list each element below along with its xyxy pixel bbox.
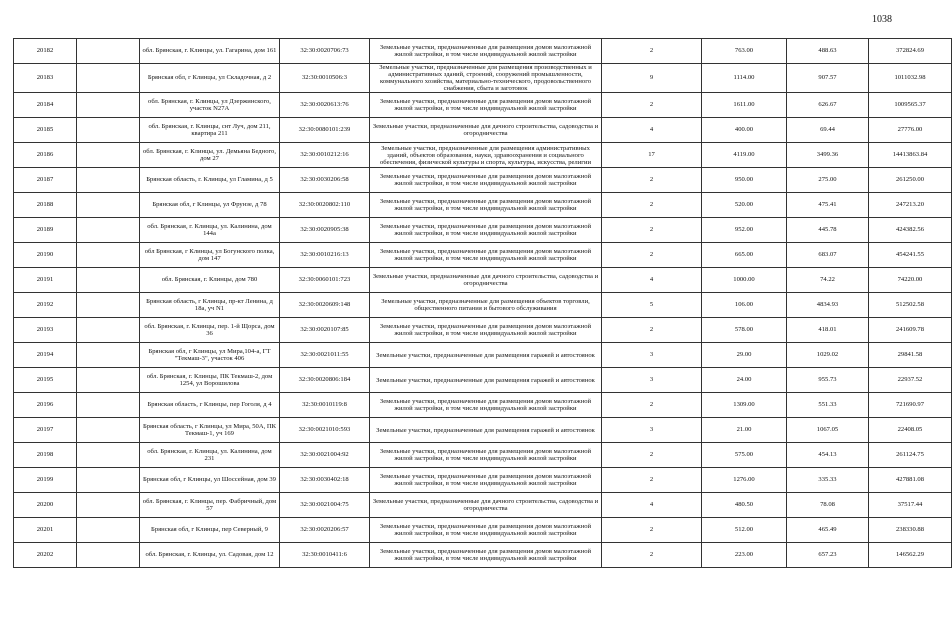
address-cell: обл. Брянская, г. Клинцы, дом 780	[140, 268, 280, 293]
specific-value-cell: 275.00	[787, 168, 869, 193]
group-cell: 2	[602, 218, 702, 243]
row-number-cell: 20197	[14, 418, 77, 443]
table-row	[14, 493, 952, 518]
area-cell: 578.00	[702, 318, 787, 343]
table-row	[14, 418, 952, 443]
specific-value-cell: 657.23	[787, 543, 869, 568]
specific-value-cell: 465.49	[787, 518, 869, 543]
cadastral-value-cell: 37517.44	[869, 493, 952, 518]
area-cell: 950.00	[702, 168, 787, 193]
group-cell: 2	[602, 443, 702, 468]
area-cell: 4119.00	[702, 143, 787, 168]
cadastral-value-table	[13, 38, 952, 568]
specific-value-cell: 551.33	[787, 393, 869, 418]
table-row	[14, 368, 952, 393]
area-cell: 575.00	[702, 443, 787, 468]
cadastral-value-cell: 454241.55	[869, 243, 952, 268]
land-use-cell: Земельные участки, предназначенные для размещения домов малоэтажной жилой застройки, в том числе индивидуальной жилой застройки	[370, 318, 602, 343]
cadastral-number-cell: 32:30:0030206:58	[280, 168, 370, 193]
address-cell: Брянская обл, г Клинцы, пер Северный, 9	[140, 518, 280, 543]
specific-value-cell: 454.13	[787, 443, 869, 468]
address-cell: Брянская область, г Клинцы, ул Мира, 50А, ПК Текмаш-1, уч 169	[140, 418, 280, 443]
cadastral-number-cell: 32:30:0020613:76	[280, 93, 370, 118]
specific-value-cell: 3499.36	[787, 143, 869, 168]
cadastral-number-cell: 32:30:0021010:593	[280, 418, 370, 443]
cadastral-number-cell: 32:30:0010212:16	[280, 143, 370, 168]
group-cell: 2	[602, 93, 702, 118]
area-cell: 520.00	[702, 193, 787, 218]
group-cell: 2	[602, 393, 702, 418]
cadastral-value-cell: 372824.69	[869, 39, 952, 64]
table-row	[14, 143, 952, 168]
empty-cell	[77, 343, 140, 368]
address-cell: обл. Брянская, г. Клинцы, ул. Калинина, дом 144а	[140, 218, 280, 243]
row-number-cell: 20184	[14, 93, 77, 118]
area-cell: 512.00	[702, 518, 787, 543]
cadastral-number-cell: 32:30:0020806:184	[280, 368, 370, 393]
empty-cell	[77, 168, 140, 193]
cadastral-number-cell: 32:30:0020802:110	[280, 193, 370, 218]
empty-cell	[77, 443, 140, 468]
cadastral-number-cell: 32:30:0021004:92	[280, 443, 370, 468]
specific-value-cell: 475.41	[787, 193, 869, 218]
empty-cell	[77, 243, 140, 268]
table-row	[14, 39, 952, 64]
group-cell: 17	[602, 143, 702, 168]
cadastral-value-cell: 1009565.37	[869, 93, 952, 118]
specific-value-cell: 418.01	[787, 318, 869, 343]
group-cell: 4	[602, 493, 702, 518]
land-use-cell: Земельные участки, предназначенные для размещения административных зданий, объектов образования, науки, здравоохранения и социального обеспечения, физической культуры и спорта, культуры, искусства, религии	[370, 143, 602, 168]
table-row	[14, 293, 952, 318]
empty-cell	[77, 118, 140, 143]
cadastral-value-cell: 241609.78	[869, 318, 952, 343]
area-cell: 763.00	[702, 39, 787, 64]
row-number-cell: 20195	[14, 368, 77, 393]
row-number-cell: 20198	[14, 443, 77, 468]
address-cell: обл. Брянская, г. Клинцы, ПК Текмаш-2, дом 1254, ул Ворошилова	[140, 368, 280, 393]
land-use-cell: Земельные участки, предназначенные для размещения домов малоэтажной жилой застройки, в том числе индивидуальной жилой застройки	[370, 243, 602, 268]
address-cell: обл. Брянская, г. Клинцы, пер. Фабричный, дом 57	[140, 493, 280, 518]
specific-value-cell: 445.78	[787, 218, 869, 243]
specific-value-cell: 74.22	[787, 268, 869, 293]
row-number-cell: 20196	[14, 393, 77, 418]
land-use-cell: Земельные участки, предназначенные для размещения домов малоэтажной жилой застройки, в том числе индивидуальной жилой застройки	[370, 518, 602, 543]
group-cell: 2	[602, 39, 702, 64]
cadastral-value-cell: 74220.00	[869, 268, 952, 293]
empty-cell	[77, 518, 140, 543]
cadastral-value-cell: 512502.58	[869, 293, 952, 318]
address-cell: Брянская обл, г Клинцы, ул Складочная, д 2	[140, 64, 280, 93]
cadastral-value-cell: 27776.00	[869, 118, 952, 143]
row-number-cell: 20186	[14, 143, 77, 168]
specific-value-cell: 335.33	[787, 468, 869, 493]
area-cell: 1276.00	[702, 468, 787, 493]
specific-value-cell: 4834.93	[787, 293, 869, 318]
area-cell: 400.00	[702, 118, 787, 143]
empty-cell	[77, 543, 140, 568]
cadastral-value-cell: 261124.75	[869, 443, 952, 468]
empty-cell	[77, 293, 140, 318]
table-row	[14, 543, 952, 568]
land-use-cell: Земельные участки, предназначенные для размещения домов малоэтажной жилой застройки, в том числе индивидуальной жилой застройки	[370, 468, 602, 493]
empty-cell	[77, 218, 140, 243]
land-use-cell: Земельные участки, предназначенные для дачного строительства, садоводства и огородничества	[370, 268, 602, 293]
cadastral-number-cell: 32:30:0021011:55	[280, 343, 370, 368]
row-number-cell: 20191	[14, 268, 77, 293]
group-cell: 4	[602, 118, 702, 143]
group-cell: 2	[602, 518, 702, 543]
empty-cell	[77, 39, 140, 64]
row-number-cell: 20200	[14, 493, 77, 518]
cadastral-value-cell: 261250.00	[869, 168, 952, 193]
cadastral-value-cell: 424382.56	[869, 218, 952, 243]
table-row	[14, 64, 952, 93]
cadastral-number-cell: 32:30:0010506:3	[280, 64, 370, 93]
group-cell: 2	[602, 168, 702, 193]
table-row	[14, 468, 952, 493]
area-cell: 1309.00	[702, 393, 787, 418]
area-cell: 665.00	[702, 243, 787, 268]
area-cell: 1114.00	[702, 64, 787, 93]
cadastral-number-cell: 32:30:0020107:85	[280, 318, 370, 343]
group-cell: 3	[602, 368, 702, 393]
cadastral-value-cell: 146562.29	[869, 543, 952, 568]
area-cell: 29.00	[702, 343, 787, 368]
group-cell: 2	[602, 318, 702, 343]
cadastral-value-cell: 238330.88	[869, 518, 952, 543]
cadastral-value-cell: 1011032.98	[869, 64, 952, 93]
land-use-cell: Земельные участки, предназначенные для размещения домов малоэтажной жилой застройки, в том числе индивидуальной жилой застройки	[370, 168, 602, 193]
area-cell: 480.50	[702, 493, 787, 518]
land-use-cell: Земельные участки, предназначенные для размещения домов малоэтажной жилой застройки, в том числе индивидуальной жилой застройки	[370, 443, 602, 468]
row-number-cell: 20190	[14, 243, 77, 268]
cadastral-value-cell: 427881.08	[869, 468, 952, 493]
cadastral-value-cell: 22408.05	[869, 418, 952, 443]
address-cell: Брянская обл, г Клинцы, ул Фрунзе, д 78	[140, 193, 280, 218]
row-number-cell: 20193	[14, 318, 77, 343]
row-number-cell: 20188	[14, 193, 77, 218]
area-cell: 106.00	[702, 293, 787, 318]
cadastral-number-cell: 32:30:0020905:38	[280, 218, 370, 243]
land-use-cell: Земельные участки, предназначенные для размещения гаражей и автостоянок	[370, 368, 602, 393]
empty-cell	[77, 418, 140, 443]
group-cell: 2	[602, 543, 702, 568]
area-cell: 1000.00	[702, 268, 787, 293]
land-use-cell: Земельные участки, предназначенные для размещения гаражей и автостоянок	[370, 418, 602, 443]
row-number-cell: 20199	[14, 468, 77, 493]
address-cell: обл. Брянская, г. Клинцы, ул. Калинина, дом 231	[140, 443, 280, 468]
cadastral-number-cell: 32:30:0080101:239	[280, 118, 370, 143]
address-cell: обл. Брянская, г. Клинцы, пер. 1-й Щорса, дом 36	[140, 318, 280, 343]
cadastral-number-cell: 32:30:0010411:6	[280, 543, 370, 568]
land-use-cell: Земельные участки, предназначенные для дачного строительства, садоводства и огородничества	[370, 493, 602, 518]
row-number-cell: 20185	[14, 118, 77, 143]
row-number-cell: 20182	[14, 39, 77, 64]
specific-value-cell: 488.63	[787, 39, 869, 64]
area-cell: 1611.00	[702, 93, 787, 118]
table-row	[14, 393, 952, 418]
cadastral-number-cell: 32:30:0020206:57	[280, 518, 370, 543]
specific-value-cell: 69.44	[787, 118, 869, 143]
address-cell: обл. Брянская, г. Клинцы, ул. Садовая, дом 12	[140, 543, 280, 568]
group-cell: 2	[602, 193, 702, 218]
table-row	[14, 168, 952, 193]
table-row	[14, 443, 952, 468]
land-use-cell: Земельные участки, предназначенные для размещения домов малоэтажной жилой застройки, в том числе индивидуальной жилой застройки	[370, 393, 602, 418]
row-number-cell: 20183	[14, 64, 77, 93]
address-cell: обл. Брянская, г. Клинцы, ул Дзержинского, участок N27А	[140, 93, 280, 118]
specific-value-cell: 1029.02	[787, 343, 869, 368]
empty-cell	[77, 393, 140, 418]
cadastral-number-cell: 32:30:0030402:18	[280, 468, 370, 493]
address-cell: обл. Брянская, г. Клинцы, снт Луч, дом 211, квартира 211	[140, 118, 280, 143]
table-row	[14, 93, 952, 118]
table-row	[14, 343, 952, 368]
land-use-cell: Земельные участки, предназначенные для размещения домов малоэтажной жилой застройки, в том числе индивидуальной жилой застройки	[370, 193, 602, 218]
empty-cell	[77, 368, 140, 393]
group-cell: 4	[602, 268, 702, 293]
land-use-cell: Земельные участки, предназначенные для размещения домов малоэтажной жилой застройки, в том числе индивидуальной жилой застройки	[370, 543, 602, 568]
cadastral-value-cell: 721690.97	[869, 393, 952, 418]
empty-cell	[77, 93, 140, 118]
land-use-cell: Земельные участки, предназначенные для размещения объектов торговли, общественного питания и бытового обслуживания	[370, 293, 602, 318]
land-use-cell: Земельные участки, предназначенные для размещения гаражей и автостоянок	[370, 343, 602, 368]
empty-cell	[77, 193, 140, 218]
table-row	[14, 518, 952, 543]
area-cell: 952.00	[702, 218, 787, 243]
specific-value-cell: 1067.05	[787, 418, 869, 443]
specific-value-cell: 683.07	[787, 243, 869, 268]
row-number-cell: 20189	[14, 218, 77, 243]
group-cell: 2	[602, 243, 702, 268]
group-cell: 2	[602, 468, 702, 493]
row-number-cell: 20187	[14, 168, 77, 193]
row-number-cell: 20192	[14, 293, 77, 318]
area-cell: 223.00	[702, 543, 787, 568]
cadastral-number-cell: 32:30:0020609:148	[280, 293, 370, 318]
area-cell: 21.00	[702, 418, 787, 443]
cadastral-value-cell: 22937.52	[869, 368, 952, 393]
specific-value-cell: 78.08	[787, 493, 869, 518]
cadastral-number-cell: 32:30:0021004:75	[280, 493, 370, 518]
row-number-cell: 20194	[14, 343, 77, 368]
table-row	[14, 118, 952, 143]
table-row	[14, 218, 952, 243]
address-cell: Брянская обл, г Клинцы, ул Мира,104-а, ГТ "Текмаш-3", участок 406	[140, 343, 280, 368]
row-number-cell: 20202	[14, 543, 77, 568]
address-cell: Брянская обл, г Клинцы, ул Шоссейная, дом 39	[140, 468, 280, 493]
cadastral-value-cell: 14413863.84	[869, 143, 952, 168]
table-row	[14, 268, 952, 293]
land-use-cell: Земельные участки, предназначенные для размещения производственных и административных зданий, строений, сооружений промышленности, коммунального хозяйства, материально-технического, продовольственного снабжения, сбыта и заготовок	[370, 64, 602, 93]
cadastral-number-cell: 32:30:0020706:73	[280, 39, 370, 64]
table-body	[14, 39, 952, 568]
cadastral-number-cell: 32:30:0010119:8	[280, 393, 370, 418]
empty-cell	[77, 318, 140, 343]
row-number-cell: 20201	[14, 518, 77, 543]
table-row	[14, 243, 952, 268]
table-row	[14, 193, 952, 218]
group-cell: 5	[602, 293, 702, 318]
empty-cell	[77, 143, 140, 168]
area-cell: 24.00	[702, 368, 787, 393]
cadastral-number-cell: 32:30:0060101:723	[280, 268, 370, 293]
land-use-cell: Земельные участки, предназначенные для размещения домов малоэтажной жилой застройки, в том числе индивидуальной жилой застройки	[370, 39, 602, 64]
address-cell: Брянская область, г Клинцы, пер Гоголя, д 4	[140, 393, 280, 418]
specific-value-cell: 955.73	[787, 368, 869, 393]
page-number: 1038	[872, 14, 892, 25]
group-cell: 3	[602, 418, 702, 443]
cadastral-number-cell: 32:30:0010216:13	[280, 243, 370, 268]
specific-value-cell: 626.67	[787, 93, 869, 118]
group-cell: 9	[602, 64, 702, 93]
land-use-cell: Земельные участки, предназначенные для дачного строительства, садоводства и огородничества	[370, 118, 602, 143]
table-row	[14, 318, 952, 343]
specific-value-cell: 907.57	[787, 64, 869, 93]
empty-cell	[77, 64, 140, 93]
cadastral-value-cell: 247213.20	[869, 193, 952, 218]
address-cell: обл. Брянская, г. Клинцы, ул. Демьяна Бедного, дом 27	[140, 143, 280, 168]
land-use-cell: Земельные участки, предназначенные для размещения домов малоэтажной жилой застройки, в том числе индивидуальной жилой застройки	[370, 93, 602, 118]
address-cell: обл. Брянская, г. Клинцы, ул. Гагарина, дом 161	[140, 39, 280, 64]
empty-cell	[77, 468, 140, 493]
land-use-cell: Земельные участки, предназначенные для размещения домов малоэтажной жилой застройки, в том числе индивидуальной жилой застройки	[370, 218, 602, 243]
address-cell: Брянская область, г Клинцы, пр-кт Ленина, д 18а, уч N1	[140, 293, 280, 318]
address-cell: обл Брянская, г Клинцы, ул Богунского полка, дом 147	[140, 243, 280, 268]
group-cell: 3	[602, 343, 702, 368]
empty-cell	[77, 268, 140, 293]
empty-cell	[77, 493, 140, 518]
cadastral-value-cell: 29841.58	[869, 343, 952, 368]
address-cell: Брянская область, г. Клинцы, ул Гламина, д 5	[140, 168, 280, 193]
